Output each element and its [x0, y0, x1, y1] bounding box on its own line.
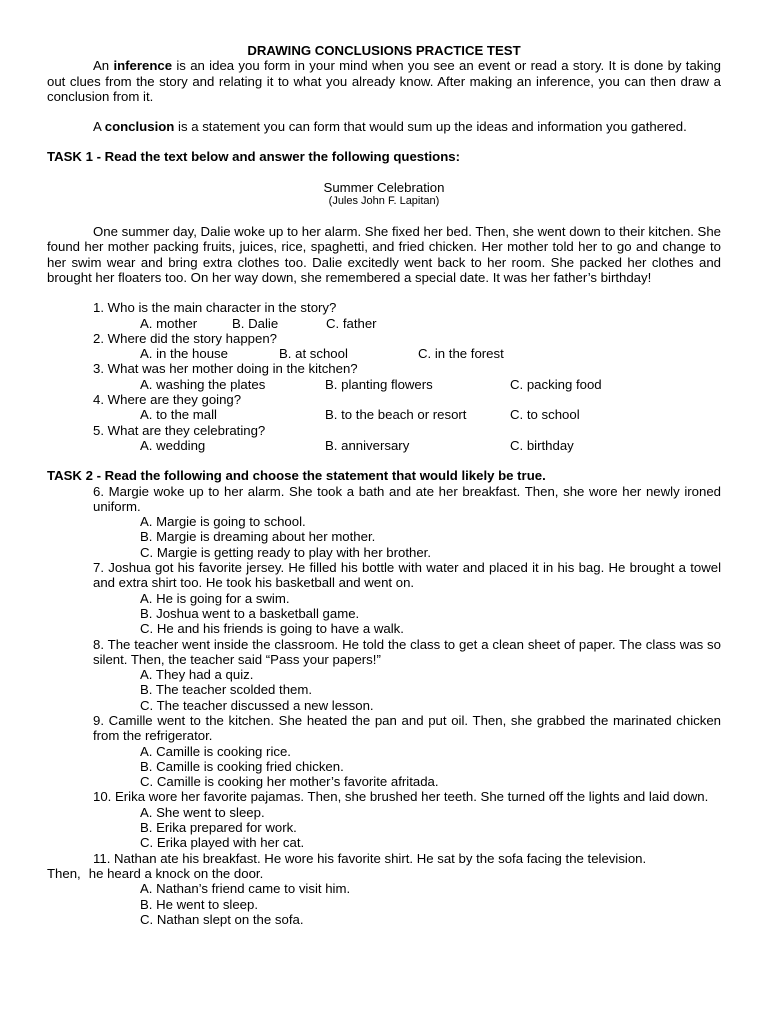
choice-b: B. The teacher scolded them. [140, 682, 313, 698]
question-text: 3. What was her mother doing in the kitchen? [93, 361, 358, 377]
choice-a: A. Margie is going to school. [140, 514, 306, 530]
intro-inference-paragraph [47, 58, 721, 104]
task2-item [47, 713, 721, 789]
option-b: B. at school [279, 346, 348, 362]
option-c: C. birthday [510, 437, 574, 453]
task2-item [47, 637, 721, 713]
question-item [47, 300, 721, 331]
item-text: 9. Camille went to the kitchen. She heated the pan and put oil. Then, she grabbed the marinated chicken from the refrigerator. [93, 712, 721, 744]
option-b: B. anniversary [325, 437, 410, 453]
choice-c: C. Margie is getting ready to play with her brother. [140, 544, 432, 560]
choice-c: C. The teacher discussed a new lesson. [140, 697, 374, 713]
story-title: Summer Celebration [323, 179, 445, 195]
option-c: C. to school [510, 407, 580, 423]
story-author: (Jules John F. Lapitan) [328, 195, 440, 208]
task2-heading: TASK 2 - Read the following and choose the statement that would likely be true. [47, 468, 546, 484]
inference-definition: is an idea you form in your mind when you see an event or read a story. It is done by taking out clues from the story and relating it to what you already know. After making an inference, you can then draw a conclusion from it. [47, 58, 721, 104]
question-text: 1. Who is the main character in the story? [93, 300, 337, 316]
task1-questions [47, 300, 721, 453]
question-text: 4. Where are they going? [93, 392, 242, 408]
choice-a: A. He is going for a swim. [140, 590, 290, 606]
question-options [140, 316, 721, 331]
choice-c: C. Erika played with her cat. [140, 835, 305, 851]
option-b: B. planting flowers [325, 376, 433, 392]
option-a: A. washing the plates [140, 376, 266, 392]
inference-pre: An [93, 58, 114, 74]
task2-item [47, 851, 721, 927]
inference-term: inference [113, 58, 173, 74]
choice-b: B. Camille is cooking fried chicken. [140, 758, 344, 774]
page-title: DRAWING CONCLUSIONS PRACTICE TEST [247, 43, 521, 58]
choice-a: A. Nathan’s friend came to visit him. [140, 881, 351, 897]
choice-c: C. Nathan slept on the sofa. [140, 911, 304, 927]
item-text: 6. Margie woke up to her alarm. She took a bath and ate her breakfast. Then, she wore her newly ironed uniform. [93, 483, 721, 514]
conclusion-pre: A [93, 119, 105, 135]
option-c: C. father [326, 315, 377, 331]
option-a: A. mother [140, 315, 198, 331]
choice-b: B. Erika prepared for work. [140, 820, 297, 836]
choice-a: A. Camille is cooking rice. [140, 743, 291, 759]
item-then-word: Then, [47, 865, 81, 881]
item-text: 10. Erika wore her favorite pajamas. Then, she brushed her teeth. She turned off the lights and laid down. [93, 789, 709, 805]
question-text: 5. What are they celebrating? [93, 422, 266, 438]
item-continuation: he heard a knock on the door. [88, 865, 264, 881]
choice-c: C. Camille is cooking her mother’s favorite afritada. [140, 774, 439, 790]
task2-item [47, 560, 721, 636]
choice-b: B. He went to sleep. [140, 896, 259, 912]
option-c: C. in the forest [418, 346, 504, 362]
item-text: 7. Joshua got his favorite jersey. He filled his bottle with water and placed it in his bag. He brought a towel and extra shirt too. He took his basketball and went on. [93, 560, 721, 591]
choice-a: A. She went to sleep. [140, 804, 265, 820]
choice-b: B. Joshua went to a basketball game. [140, 605, 360, 621]
option-a: A. wedding [140, 437, 206, 453]
choice-a: A. They had a quiz. [140, 667, 254, 683]
task2-items [47, 484, 721, 928]
conclusion-definition: is a statement you can form that would sum up the ideas and information you gathered. [174, 119, 687, 135]
item-text-continued [47, 866, 721, 881]
question-item [47, 392, 721, 423]
question-options [140, 407, 721, 422]
choice-b: B. Margie is dreaming about her mother. [140, 529, 376, 545]
choice-c: C. He and his friends is going to have a walk. [140, 621, 404, 637]
question-item [47, 423, 721, 454]
question-item [47, 331, 721, 362]
option-b: B. Dalie [232, 315, 279, 331]
item-text: 8. The teacher went inside the classroom. He told the class to get a clean sheet of paper. The class was so silent. Then, the teacher said “Pass your papers!” [93, 636, 721, 667]
item-text: 11. Nathan ate his breakfast. He wore his favorite shirt. He sat by the sofa facing the television. [93, 850, 647, 866]
question-options [140, 346, 721, 361]
intro-conclusion-paragraph [47, 119, 721, 134]
story-text: One summer day, Dalie woke up to her alarm. She fixed her bed. Then, she went down to their kitchen. She found her mother packing fruits, juices, rice, spaghetti, and fried chicken. Her mother told her to go and change to her swim wear and bring extra clothes too. Dalie excitedly went back to her room. She packed her clothes and brought her floaters too. On her way down, she remembered a special date. It was her father’s birthday! [47, 224, 721, 285]
option-c: C. packing food [510, 376, 602, 392]
task2-item [47, 484, 721, 560]
task2-item [47, 789, 721, 850]
question-options [140, 438, 721, 453]
question-options [140, 377, 721, 392]
option-a: A. in the house [140, 346, 228, 362]
task1-heading: TASK 1 - Read the text below and answer the following questions: [47, 149, 461, 165]
question-text: 2. Where did the story happen? [93, 330, 278, 346]
conclusion-term: conclusion [104, 119, 175, 135]
option-b: B. to the beach or resort [325, 407, 467, 423]
option-a: A. to the mall [140, 407, 217, 423]
question-item [47, 361, 721, 392]
